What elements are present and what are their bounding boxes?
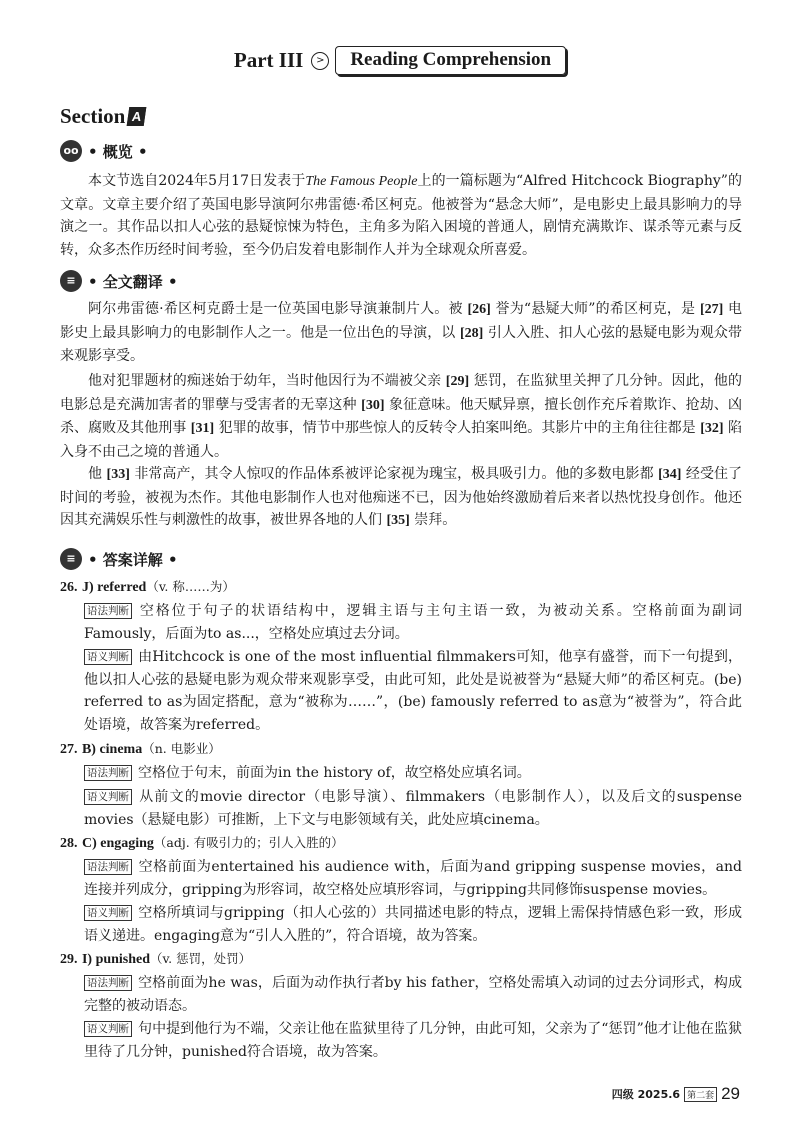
page-number: 29 bbox=[721, 1084, 740, 1103]
translation-paragraph-2: 他对犯罪题材的痴迷始于幼年，当时他因行为不端被父亲 [29] 惩罚，在监狱里关押了几分钟。因此，他的电影总是充满加害者的罪孽与受害者的无辜这种 [30] 象征意味。他天赋异禀，擅长创作充斥着欺诈、抢劫、凶杀、腐败及其他刑事 [31] 犯罪的故事，情节中那些惊人的反转令人拍案叫绝。其影片中的主角往往都是 [32] 陷入身不由己之境的普通人。 bbox=[60, 373, 743, 460]
footer-label: 四级 2025.6 bbox=[611, 1088, 681, 1101]
part-label: Part III bbox=[233, 48, 304, 72]
semantic-tag: 语义判断 bbox=[84, 789, 132, 805]
answers-heading bbox=[60, 548, 178, 570]
answer-28-grammar: 语法判断 空格前面为entertained his audience with，后面为and gripping suspense movies，and连接并列成分，gripping为形容词，故空格处应填形容词，与gripping共同修饰suspense movies。 bbox=[84, 859, 742, 898]
semantic-tag: 语义判断 bbox=[84, 1021, 132, 1037]
chevron-right-icon: > bbox=[311, 52, 329, 70]
answer-26-grammar: 语法判断 空格位于句子的状语结构中，逻辑主语与主句主语一致，为被动关系。空格前面为副词Famously，后面为to as...，空格处应填过去分词。 bbox=[84, 603, 742, 642]
answer-27-grammar: 语法判断 空格位于句末，前面为in the history of，故空格处应填名词。 bbox=[84, 762, 742, 785]
footer-issue: 第二套 bbox=[684, 1087, 717, 1102]
answer-28: 28. C) engaging（adj. 有吸引力的；引人入胜的） bbox=[60, 835, 344, 851]
part-title: Reading Comprehension bbox=[335, 46, 566, 75]
translation-paragraph-1: 阿尔弗雷德·希区柯克爵士是一位英国电影导演兼制片人。被 [26] 誉为“悬疑大师”的希区柯克，是 [27] 电影史上最具影响力的电影制作人之一。他是一位出色的导演，以 [28] 引人入胜、扣人心弦的悬疑电影为观众带来观影享受。 bbox=[60, 301, 743, 364]
grammar-tag: 语法判断 bbox=[84, 859, 132, 875]
part-header bbox=[0, 46, 800, 75]
answer-28-semantic: 语义判断 空格所填词与gripping（扣人心弦的）共同描述电影的特点，逻辑上需保持情感色彩一致，形成语义递进。engaging意为“引人入胜的”，符合语境，故为答案。 bbox=[84, 905, 742, 944]
semantic-tag: 语义判断 bbox=[84, 649, 132, 665]
glasses-icon: oo bbox=[60, 140, 82, 162]
semantic-tag: 语义判断 bbox=[84, 905, 132, 921]
answer-27-semantic: 语义判断 从前文的movie director（电影导演）、filmmakers（电影制作人），以及后文的suspense movies（悬疑电影）可推断，上下文与电影领域有关，此处应填cinema。 bbox=[84, 789, 742, 828]
answer-27: 27. B) cinema（n. 电影业） bbox=[60, 741, 221, 757]
grammar-tag: 语法判断 bbox=[84, 603, 132, 619]
answer-29-grammar: 语法判断 空格前面为he was，后面为动作执行者by his father，空格处需填入动词的过去分词形式，构成完整的被动语态。 bbox=[84, 975, 742, 1014]
answer-26: 26. J) referred（v. 称……为） bbox=[60, 579, 235, 595]
grammar-tag: 语法判断 bbox=[84, 975, 132, 991]
page-footer bbox=[612, 1084, 740, 1104]
translation-paragraph-3: 他 [33] 非常高产，其令人惊叹的作品体系被评论家视为瑰宝，极具吸引力。他的多数电影都 [34] 经受住了时间的考验，被视为杰作。其他电影制作人也对他痴迷不已，因为他始终激励着后来者以热忱投身创作。他还因其充满娱乐性与刺激性的故事，被世界各地的人们 [35] 崇拜。 bbox=[60, 466, 743, 528]
overview-heading bbox=[60, 140, 148, 162]
translation-heading-text: • 全文翻译 • bbox=[88, 272, 178, 291]
grammar-tag: 语法判断 bbox=[84, 765, 132, 781]
answer-26-semantic: 语义判断 由Hitchcock is one of the most influential filmmakers可知，他享有盛誉，而下一句提到，他以扣人心弦的悬疑电影为观众带来观影享受，由此可知，此处是说被誉为“悬疑大师”的希区柯克。(be) referred to as为固定搭配，意为“被称为……”，(be) famously referred to as意为“被誉为”，符合此处语境，故答案为referred。 bbox=[84, 649, 742, 733]
answers-heading-text: • 答案详解 • bbox=[88, 550, 178, 569]
list-icon: ≡ bbox=[60, 548, 82, 570]
answer-29-semantic: 语义判断 句中提到他行为不端，父亲让他在监狱里待了几分钟，由此可知，父亲为了“惩罚”他才让他在监狱里待了几分钟，punished符合语境，故为答案。 bbox=[84, 1021, 742, 1060]
source-title: The Famous People bbox=[305, 174, 418, 189]
section-title bbox=[60, 104, 146, 129]
overview-paragraph: 本文节选自2024年5月17日发表于The Famous People上的一篇标题为“Alfred Hitchcock Biography”的文章。文章主要介绍了英国电影导演阿尔弗雷德·希区柯克。他被誉为“悬念大师”，是电影史上最具影响力的导演之一。其作品以扣人心弦的悬疑惊悚为特色，主角多为陷入困境的普通人，剧情充满欺诈、谋杀等元素与反转，众多杰作历经时间考验，至今仍启发着电影制作人并为全球观众所喜爱。 bbox=[60, 173, 742, 258]
list-icon: ≡ bbox=[60, 270, 82, 292]
translation-heading bbox=[60, 270, 178, 292]
answer-29: 29. I) punished（v. 惩罚，处罚） bbox=[60, 951, 252, 967]
section-label: Section bbox=[60, 104, 126, 128]
overview-heading-text: • 概览 • bbox=[88, 142, 148, 161]
section-badge: A bbox=[127, 107, 147, 126]
